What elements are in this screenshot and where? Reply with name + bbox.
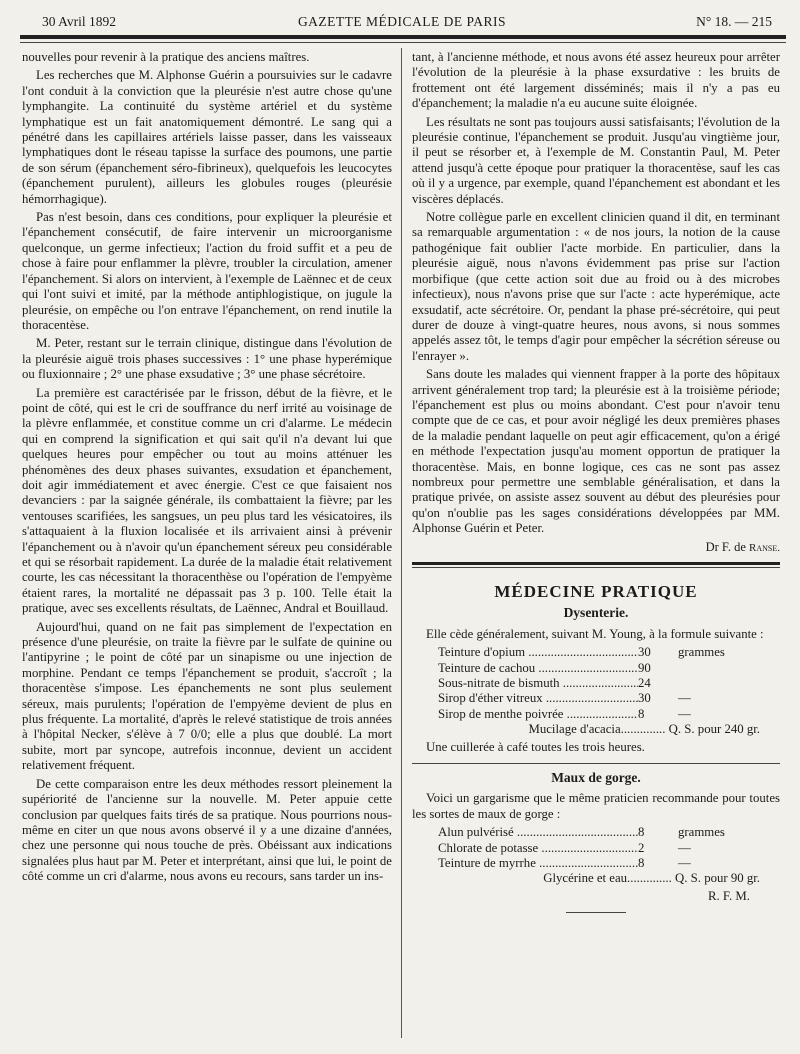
paragraph: Notre collègue parle en excellent clinicien quand il dit, en terminant sa remarquable argumentation : « de nos jours, la notion de la cause pathogénique fait oublier l'acte morbide. En particulier, dans la pleurésie aiguë, nous n'avons évidemment pas prise sur l'action morbifique (que cette action soit due au froid ou à des microbes infectieux), nous n'avons prise que sur l'acte : acte hyperémique, acte exsudatif, acte sécrétoire. Or, pendant la phase pré-sécrétoire, qui peut durer de douze à vingt-quatre heures, nous avons, si nous sommes appelés assez tôt, le temps d'agir pour empêcher la sécrétion séreuse ou l'enrayer ». [412, 210, 780, 363]
recipe-row [438, 691, 780, 706]
ingredient: Teinture de cachou ..... [438, 661, 638, 676]
quantity: 30 [638, 645, 651, 660]
paragraph: Les recherches que M. Alphonse Guérin a poursuivies sur le cadavre l'ont conduit à la conviction que la pleurésie n'est autre chose qu'une lymphangite. La continuité du système artériel et du système lymphatique est un fait anatomiquement démontré. Le sang qui a pénétré dans les capillaires artériels laisse passer, dans les vaisseaux lymphatiques dont le réseau tapisse la surface des poumons, une partie de son sérum (épanchement séro-fibrineux), quelquefois les leucocytes (épanchement purulent), ailleurs les globules rouges (pleurésie hémorrhagique). [22, 68, 392, 206]
ingredient: Alun pulvérisé ..... [438, 825, 638, 840]
column-divider [401, 48, 402, 1038]
recipe-list-maux [438, 825, 780, 887]
subsection-title-dysenterie: Dysenterie. [563, 605, 629, 621]
quantity: 8 [638, 825, 645, 840]
unit: — [678, 706, 691, 721]
paragraph: Pas n'est besoin, dans ces conditions, pour expliquer la pleurésie et l'épanchement consécutif, de faire intervenir un microorganisme quelconque, un germe infectieux; l'action du froid suffit et a peu de chose à faire pour enflammer la plèvre, troubler la circulation, amener l'épanchement. Si alors on intervient, à l'exemple de Laënnec et de ceux qui l'ont suivi et imité, par la méthode antiphlogistique, on jugule la pleurésie, on empêche ou l'on entrave l'épanchement, on rend inutile la thoracentèse. [22, 210, 392, 332]
signature-name: Ranse. [749, 541, 780, 554]
recipe-row [438, 841, 780, 856]
recipe-final-line: Glycérine et eau.............. Q. S. pour 90 gr. [543, 871, 760, 886]
paragraph: Sans doute les malades qui viennent frapper à la porte des hôpitaux arrivent généralement trop tard; la pleurésie est à la troisième période; l'épanchement est plus ou moins abondant. C'est pour n'avoir tenu compte que de ce cas, et pour avoir négligé les deux premières phases de la maladie pendant laquelle on peut agir efficacement, qu'on a érigé en méthode l'expectation jusqu'au moment opportun de pratiquer la thoracentèse. Mais, en bonne logique, ces cas ne sont pas assez nombreux pour permettre une semblable généralisation, et dans la pratique privée, on assiste assez souvent au début des pleurésies pour qu'on n'oublie pas les sages considérations développées par MM. Alphonse Guérin et Peter. [412, 367, 780, 536]
paragraph: tant, à l'ancienne méthode, et nous avons été assez heureux pour arrêter l'évolution de la pleurésie à la phase exsurdative : les bruits de frottement ont été largement disséminés; mais il n'y a pas eu d'épanchement; la maladie n'a eu aucune suite éloignée. [412, 50, 780, 111]
paragraph: La première est caractérisée par le frisson, début de la fièvre, et le point de côté, qui est le cri de souffrance du nerf irrité au voisinage de la plèvre enflammée, et constitue comme un cri d'alarme. Le médecin qui en comprend la signification et qui sait qu'il n'a devant lui que quelques heures pour empêcher ou tout au moins atténuer les phénomènes des deux phases suivantes, exsudation et épanchement, doit agir immédiatement et avec énergie. C'est ce que faisaient nos devanciers : par la saignée générale, ils combattaient la fièvre; par les ventouses scarifiées, les sangsues, un peu plus tard les vésicatoires, ils s'attaquaient à la fluxion localisée et ils arrivaient ainsi à prévenir l'épanchement ou à n'avoir qu'un épanchement séreux peu considérable et qui se résorbait rapidement. La durée de la maladie était relativement courte, les cas nécessitant la thoracenthèse ou l'opération de l'empyème étaient rares, la mortalité ne dépassait pas 3 p. 100. Telle était la pratique, avec ses excellents résultats, de Laënnec, Andral et Bouillaud. [22, 385, 392, 616]
unit [678, 676, 780, 691]
recipe-intro: Voici un gargarisme que le même praticien recommande pour toutes les sortes de maux de gorge : [412, 791, 780, 821]
recipe-row [438, 661, 780, 676]
recipe-initials: R. F. M. [707, 888, 750, 903]
left-column [22, 50, 392, 1040]
quantity: 8 [638, 706, 645, 721]
end-rule [566, 912, 626, 913]
issue-date: 30 Avril 1892 [42, 14, 116, 29]
header-rule-thick [20, 35, 786, 39]
paragraph: Les résultats ne sont pas toujours aussi satisfaisants; l'évolution de la pleurésie continue, l'épanchement se produit. Jusqu'au vingtième jour, il peut se résorber et, à l'exemple de M. Constantin Paul, M. Peter attend jusqu'à cette époque pour pratiquer la thoracentèse, sauf les cas où il y a urgence, par exemple, quand l'épanchement est abondant et les viscères déplacés. [412, 114, 780, 206]
journal-title: GAZETTE MÉDICALE DE PARIS [297, 14, 507, 29]
recipe-row [438, 676, 780, 691]
unit [678, 661, 780, 676]
recipe-note: Une cuillerée à café toutes les trois heures. [426, 739, 645, 754]
unit: grammes [678, 825, 725, 840]
quantity: 90 [638, 660, 651, 675]
ingredient: Teinture d'opium ..... [438, 645, 638, 660]
section-rule [412, 562, 780, 565]
recipe-final-line: Mucilage d'acacia.............. Q. S. pour 240 gr. [528, 722, 760, 737]
ingredient: Chlorate de potasse ..... [438, 841, 638, 856]
recipe-row [438, 645, 780, 660]
quantity: 2 [638, 840, 645, 855]
recipe-row [438, 856, 780, 871]
subsection-title-maux-de-gorge: Maux de gorge. [551, 769, 641, 785]
unit: — [678, 855, 691, 870]
subsection-rule [412, 763, 780, 764]
recipe-list-dysenterie [438, 645, 780, 737]
paragraph: De cette comparaison entre les deux méthodes ressort pleinement la supériorité de l'ancienne sur la nouvelle. M. Peter appuie cette conclusion par quelques faits tirés de sa pratique. Nous pourrions nous-même en citer un que nous avons observé il y a une dizaine d'années, chez une personne qui nous touche de près. Obéissant aux indications signalées plus haut par M. Peter et interprétant, ainsi que lui, le point de côté comme un cri d'alarme, nous avons eu recours, sans tarder un ins- [22, 776, 392, 884]
quantity: 30 [638, 691, 651, 706]
header-rule-thin [20, 42, 786, 43]
unit: grammes [678, 645, 725, 660]
ingredient: Sirop d'éther vitreux ..... [438, 691, 638, 706]
paragraph: Aujourd'hui, quand on ne fait pas simplement de l'expectation en présence d'une pleurésie, on traite la fièvre par le sulfate de quinine ou l'antipyrine ; le point de côté par un sinapisme ou une injection de morphine. Pendant ce temps l'épanchement se produit, s'accroît ; la thoracentèse s'impose. Les épanchements ne sont plus seulement séreux, mais purulents; l'opération de l'empyème devient de plus en plus fréquente. La mortalité, d'après le relevé statistique de trois années à l'hôpital Necker, s'élève à 7 0/0; elle a plus que doublé. La mort subite, mort par syncope, autrefois inconnue, devient un accident relativement fréquent. [22, 619, 392, 773]
recipe-row [438, 707, 780, 722]
unit: — [678, 840, 691, 855]
quantity: 8 [638, 855, 645, 870]
ingredient: Sirop de menthe poivrée ..... [438, 707, 638, 722]
quantity: 24 [638, 676, 651, 690]
ingredient: Teinture de myrrhe ..... [438, 856, 638, 871]
paragraph: nouvelles pour revenir à la pratique des anciens maîtres. [22, 50, 310, 64]
paragraph: M. Peter, restant sur le terrain clinique, distingue dans l'évolution de la pleurésie aiguë trois phases successives : 1° une phase hyperémique ou fluxionnaire ; 2° une phase exsudative ; 3° une phase sécrétoire. [22, 336, 392, 382]
author-signature [412, 540, 780, 556]
unit: — [678, 691, 691, 706]
section-rule-thin [412, 567, 780, 568]
issue-number: N° 18. — 215 [696, 14, 772, 29]
recipe-intro: Elle cède généralement, suivant M. Young, à la formule suivante : [426, 626, 764, 641]
section-title: MÉDECINE PRATIQUE [494, 582, 698, 601]
right-column [412, 50, 780, 1040]
recipe-row [438, 825, 780, 840]
page-header [18, 12, 786, 34]
signature-prefix: Dr F. de [705, 539, 750, 554]
ingredient: Sous-nitrate de bismuth ..... [438, 676, 638, 691]
